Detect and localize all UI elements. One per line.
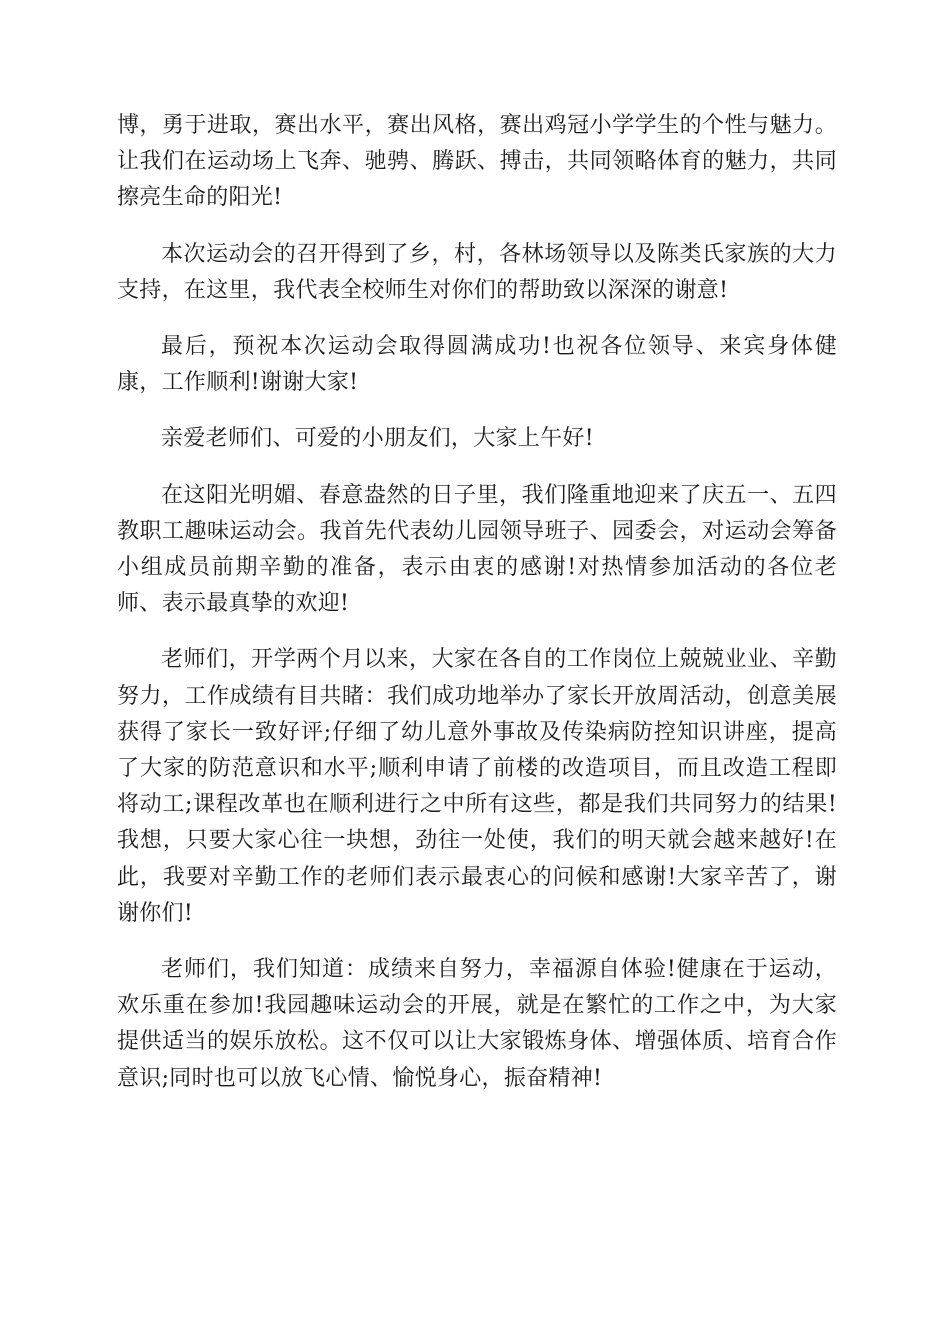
paragraph-opening: 在这阳光明媚、春意盎然的日子里，我们隆重地迎来了庆五一、五四教职工趣味运动会。我首先代表幼儿园领导班子、园委会，对运动会筹备小组成员前期辛勤的准备，表示由衷的感谢!对热情参加活动的各位老师、表示最真挚的欢迎! [117,482,837,617]
paragraph-continuation: 博，勇于进取，赛出水平，赛出风格，赛出鸡冠小学学生的个性与魅力。让我们在运动场上飞奔、驰骋、腾跃、搏击，共同领略体育的魅力，共同擦亮生命的阳光! [117,113,837,211]
paragraph-thanks: 本次运动会的召开得到了乡，村，各林场领导以及陈类氏家族的大力支持，在这里，我代表全校师生对你们的帮助致以深深的谢意! [117,241,837,303]
paragraph-achievements: 老师们，开学两个月以来，大家在各自的工作岗位上兢兢业业、辛勤努力，工作成绩有目共睹：我们成功地举办了家长开放周活动，创意美展获得了家长一致好评;仔细了幼儿意外事故及传染病防控知识讲座，提高了大家的防范意识和水平;顺利申请了前楼的改造项目，而且改造工程即将动工;课程改革也在顺利进行之中所有这些，都是我们共同努力的结果!我想，只要大家心往一块想，劲往一处使，我们的明天就会越来越好!在此，我要对辛勤工作的老师们表示最衷心的问候和感谢!大家辛苦了，谢谢你们! [117,647,837,926]
paragraph-greeting: 亲爱老师们、可爱的小朋友们，大家上午好! [161,426,594,452]
paragraph-health: 老师们，我们知道：成绩来自努力，幸福源自体验!健康在于运动，欢乐重在参加!我园趣味运动会的开展，就是在繁忙的工作之中，为大家提供适当的娱乐放松。这不仅可以让大家锻炼身体、增强体质、培育合作意识;同时也可以放飞心情、愉悦身心，振奋精神! [117,957,837,1091]
paragraph-closing: 最后，预祝本次运动会取得圆满成功!也祝各位领导、来宾身体健康，工作顺利!谢谢大家! [117,334,837,396]
document-body [117,108,837,1117]
